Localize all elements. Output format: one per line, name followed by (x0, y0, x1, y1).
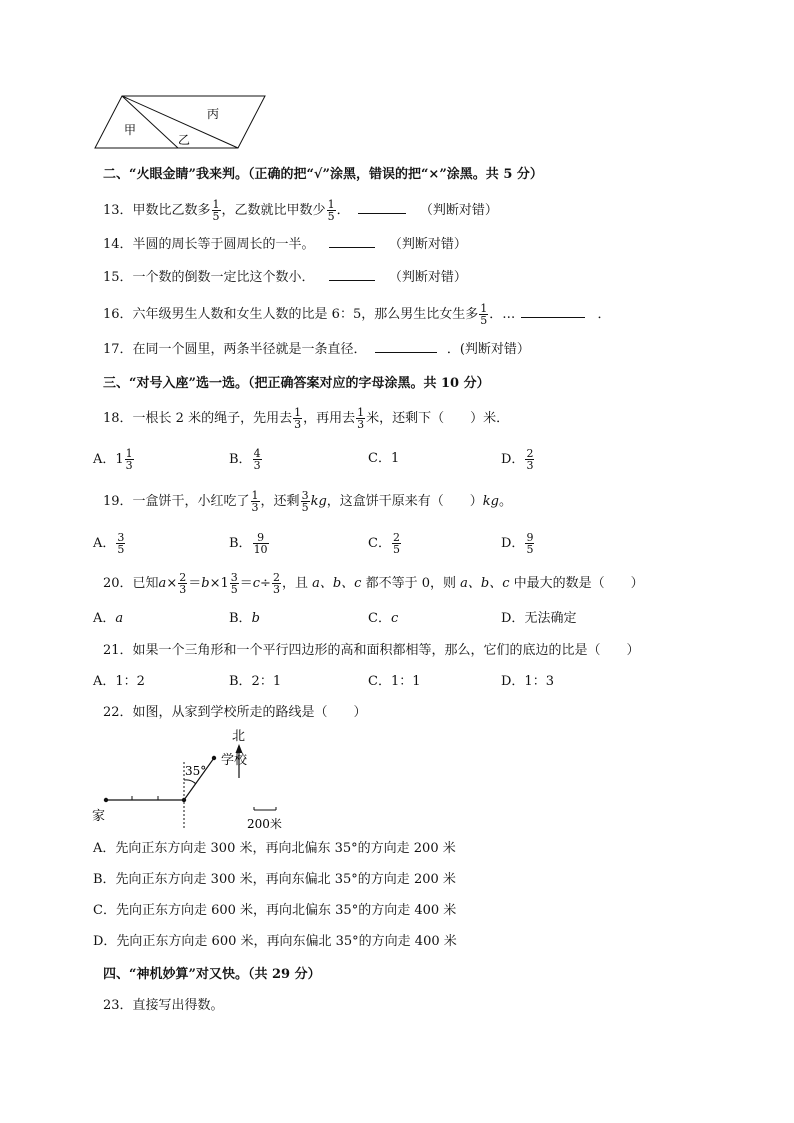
q19-option-b[interactable]: B． $\frac{9}{10}$ (229, 531, 268, 556)
q22-option-b[interactable]: B．先向正东方向走 300 米，再向东偏北 35°的方向走 200 米 (93, 872, 456, 887)
q17-text: 17．在同一个圆里，两条半径就是一条直径． (103, 342, 367, 357)
north-label: 北 (232, 729, 246, 744)
label-jia: 甲 (124, 123, 137, 137)
question-22: 22．如图，从家到学校所走的路线是（ ） (103, 705, 367, 720)
diagonal-line-1 (122, 96, 178, 148)
q16-fraction: $\frac{1}{5}$ (480, 302, 488, 327)
home-label: 家 (92, 809, 106, 824)
label-yi: 乙 (178, 133, 191, 147)
scale-label: 200米 (247, 817, 282, 831)
q13-answer-blank[interactable] (358, 199, 406, 214)
question-23: 23．直接写出得数。 (103, 998, 224, 1013)
q14-answer-blank[interactable] (329, 233, 375, 248)
q18-option-c[interactable]: C．1 (368, 451, 400, 466)
q13-text-b: ，乙数就比甲数少 (221, 203, 326, 218)
home-point (104, 798, 108, 802)
q22-option-d[interactable]: D．先向正东方向走 600 米，再向东偏北 35°的方向走 400 米 (93, 934, 457, 949)
section-3-title: 三、“对号入座”选一选。（把正确答案对应的字母涂黑。共 10 分） (103, 376, 490, 391)
q20-option-a[interactable]: A．a (93, 611, 124, 626)
question-21: 21．如果一个三角形和一个平行四边形的高和面积都相等，那么，它们的底边的比是（ ） (103, 643, 640, 658)
q15-text: 15．一个数的倒数一定比这个数小． (103, 270, 315, 285)
q22-option-c[interactable]: C．先向正东方向走 600 米，再向北偏东 35°的方向走 400 米 (93, 903, 457, 918)
question-18: 18．一根长 2 米的绳子，先用去 $\frac{1}{3}$ ，再用去 $\frac{1}{3}$ 米，还剩下（ ）米． (103, 406, 510, 431)
q19-option-a[interactable]: A． $\frac{3}{5}$ (93, 531, 125, 556)
north-arrow-icon (236, 744, 243, 753)
route-figure (88, 724, 298, 834)
q19-option-d[interactable]: D． $\frac{9}{5}$ (501, 531, 534, 556)
q17-answer-blank[interactable] (375, 338, 437, 353)
angle-label: 35° (185, 764, 207, 778)
q18-option-d[interactable]: D． $\frac{2}{3}$ (501, 447, 534, 472)
school-label: 学校 (221, 753, 248, 768)
q14-tail: （判断对错） (388, 237, 467, 252)
angle-arc (184, 780, 196, 784)
school-point (212, 756, 216, 760)
q22-option-a[interactable]: A．先向正东方向走 300 米，再向北偏东 35°的方向走 200 米 (93, 841, 456, 856)
section-4-title: 四、“神机妙算”对又快。（共 29 分） (103, 967, 321, 982)
question-17 (103, 338, 530, 360)
q21-option-d[interactable]: D．1：3 (501, 674, 554, 689)
q21-option-c[interactable]: C．1：1 (368, 674, 421, 689)
parallelogram-figure (90, 92, 270, 152)
label-bing: 丙 (207, 107, 220, 121)
q13-tail: （判断对错） (419, 203, 498, 218)
q16-text-b: ．… (489, 307, 516, 322)
section-2-title: 二、“火眼金睛”我来判。（正确的把“√”涂黑，错误的把“×”涂黑。共 5 分） (103, 167, 543, 182)
q20-option-c[interactable]: C．c (368, 611, 399, 626)
q15-tail: （判断对错） (388, 270, 467, 285)
q16-text-a: 16．六年级男生人数和女生人数的比是 6：5，那么男生比女生多 (103, 307, 479, 322)
question-19: 19．一盒饼干，小红吃了 $\frac{1}{3}$ ，还剩 $\frac{3}{5}$ kg，这盒饼干原来有（ ）kg。 (103, 489, 512, 514)
q15-answer-blank[interactable] (329, 266, 375, 281)
q20-option-b[interactable]: B．b (229, 611, 260, 626)
q21-option-a[interactable]: A．1：2 (93, 674, 145, 689)
q18-option-a[interactable]: A．1 $\frac{1}{3}$ (93, 447, 133, 472)
q13-fraction-1: $\frac{1}{5}$ (212, 198, 220, 223)
q18-option-b[interactable]: B． $\frac{4}{3}$ (229, 447, 261, 472)
q13-fraction-2: $\frac{1}{5}$ (327, 198, 335, 223)
q21-option-b[interactable]: B．2：1 (229, 674, 282, 689)
q17-tail: ．(判断对错） (446, 342, 530, 357)
q16-answer-blank[interactable] (521, 303, 585, 318)
q16-tail: ． (597, 307, 611, 322)
q19-option-c[interactable]: C． $\frac{2}{5}$ (368, 531, 400, 556)
question-20: 20．已知a× $\frac{2}{3}$ ＝b×1 $\frac{3}{5}$ ＝c÷ $\frac{2}{3}$ ，且 a、b、c 都不等于 0，则 a、b、c 中最大的数是（ ） (103, 571, 644, 596)
q20-option-d[interactable]: D．无法确定 (501, 611, 577, 626)
question-13: 13．甲数比乙数多 $\frac{1}{5}$ ，乙数就比甲数少 $\frac{1}{5}$ ． （判断对错） (103, 198, 498, 223)
question-14 (103, 233, 467, 255)
question-15 (103, 266, 467, 288)
question-16 (103, 303, 611, 325)
q13-text-a: 13．甲数比乙数多 (103, 203, 211, 218)
q14-text: 14．半圆的周长等于圆周长的一半。 (103, 237, 315, 252)
